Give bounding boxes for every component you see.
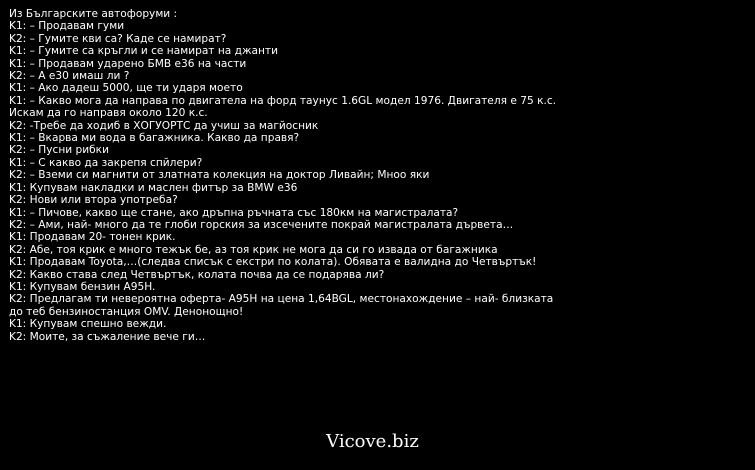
heading-line: Из Българските автофоруми : [9,8,178,20]
dialogue-line: K1: – Продавам гуми [9,20,125,33]
dialogue-line: K2: Абе, тоя крик е много тежък бе, аз тоя крик не мога да си го извада от багажника [9,243,498,256]
dialogue-line: K1: Купувам накладки и маслен фитър за BMW e36 [9,181,298,194]
dialogue-line: K1: Продавам 20- тонен крик. [9,231,176,244]
dialogue-line: K1: Продавам Toyota,…(следва списък с екстри по колата). Обявата е валидна до Четвъртък! [9,256,537,269]
site-watermark: Vicove.biz [326,431,419,452]
dialogue-line: K1: Купувам бензин A95H. [9,280,156,293]
dialogue-line: K1: – Пичове, какво ще стане, ако дръпна ръчната със 180км на магистралата? [9,206,459,219]
dialogue-line: K1: – Гумите са кръгли и се намират на джанти [9,45,278,58]
dialogue-line: K2: – А е30 имаш ли ? [9,70,130,83]
dialogue-line: K1: – Вкарва ми вода в багажника. Какво да правя? [9,132,300,145]
dialogue-line: K2: -Требе да ходиб в ХОГУОРТС да учиш за магйосник [9,119,319,132]
dialogue-line: K2: Какво става след Четвъртък, колата почва да се подарява ли? [9,268,385,281]
dialogue-line: K2: – Вземи си магнити от златната колекция на доктор Ливайн; Мноо яки [9,169,430,182]
dialogue-lines [9,20,751,343]
dialogue-line: K2: – Гумите кви са? Каде се намират? [9,32,227,45]
dialogue-line: K2: – Пусни рибки [9,144,109,157]
dialogue-line: K2: Нови или втора употреба? [9,194,178,207]
dialogue-line: Искам да го направя около 120 к.с. [9,107,208,120]
dialogue-line: до теб бензиностанция OMV. Денонощно! [9,305,244,318]
dialogue-line: K1: – Продавам ударено БМВ е36 на части [9,57,247,70]
dialogue-line: K1: – Ако дадеш 5000, ще ти ударя моето [9,82,243,95]
dialogue-line: K1: – С какво да закрепя спйлери? [9,156,203,169]
dialogue-line: K2: – Ами, най- много да те глоби горския за изсечените покрай магистралата дървета… [9,218,514,231]
dialogue-line: K2: Предлагам ти невероятна оферта- A95H на цена 1,64BGL, местонахождение – най- близката [9,293,554,306]
dialogue-line: K1: Купувам спешно вежди. [9,318,167,331]
dialogue-line: K2: Моите, за съжаление вече ги… [9,330,206,343]
forum-jokes-text [9,8,751,343]
dialogue-line: K1: – Какво мога да направа по двигатела на форд таунус 1.6GL модел 1976. Двигателя е 75 к.с. [9,94,557,107]
